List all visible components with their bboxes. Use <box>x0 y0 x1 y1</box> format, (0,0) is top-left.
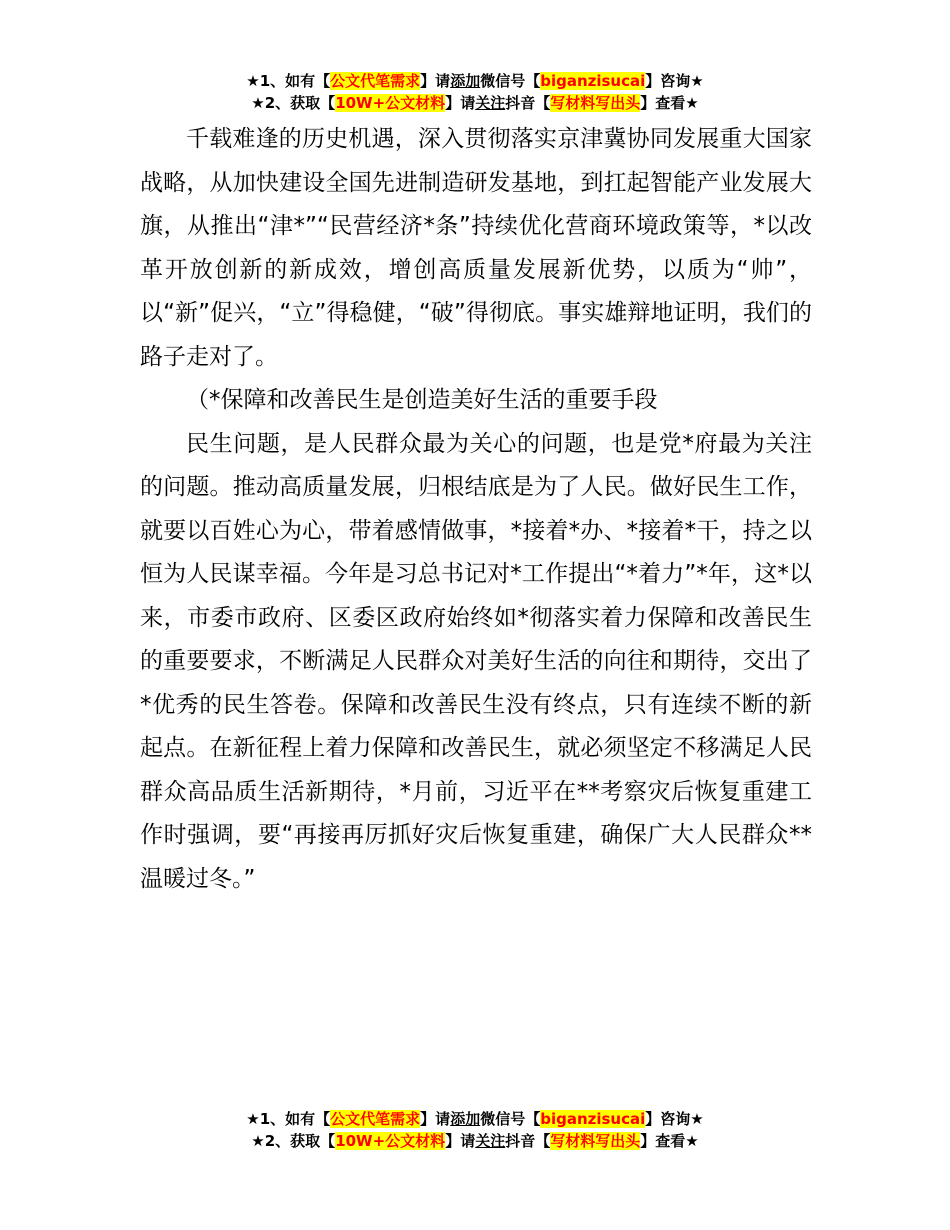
banner-highlight: 写材料写出头 <box>550 1132 641 1150</box>
banner-text: ★1、如有【 <box>246 1110 331 1128</box>
banner-underline: 关注 <box>475 1132 506 1150</box>
banner-text: 】请 <box>445 94 476 112</box>
banner-text: ★2、获取【 <box>251 1132 336 1150</box>
banner-text: 微信号【 <box>480 72 541 90</box>
footer-banner <box>0 1108 950 1152</box>
banner-text: ★2、获取【 <box>251 94 336 112</box>
banner-text: ★1、如有【 <box>246 72 331 90</box>
paragraph-1: 千载难逢的历史机遇，深入贯彻落实京津冀协同发展重大国家战略，从加快建设全国先进制造研发基地，到扛起智能产业发展大旗，从推出“津*”“民营经济*条”持续优化营商环境政策等，*以改革开放创新的新成效，增创高质量发展新优势，以质为“帅”，以“新”促兴，“立”得稳健，“破”得彻底。事实雄辩地证明，我们的路子走对了。 <box>140 126 812 370</box>
paragraph-2: 民生问题，是人民群众最为关心的问题，也是党*府最为关注的问题。推动高质量发展，归根结底是为了人民。做好民生工作，就要以百姓心为心，带着感情做事，*接着*办、*接着*干，持之以恒为人民谋幸福。今年是习总书记对*工作提出“*着力”*年，这*以来，市委市政府、区委区政府始终如*彻落实着力保障和改善民生的重要要求，不断满足人民群众对美好生活的向往和期待，交出了*优秀的民生答卷。保障和改善民生没有终点，只有连续不断的新起点。在新征程上着力保障和改善民生，就必须坚定不移满足人民群众高品质生活新期待，*月前，习近平在**考察灾后恢复重建工作时强调，要“再接再厉抓好灾后恢复重建，确保广大人民群众**温暖过冬。” <box>140 430 812 892</box>
banner-highlight: 公文代笔需求 <box>330 1110 421 1128</box>
banner-highlight: 10W+公文材料 <box>335 1132 446 1150</box>
banner-text: 】请 <box>445 1132 476 1150</box>
banner-text: 】查看★ <box>640 1132 699 1150</box>
banner-line-1 <box>0 70 950 92</box>
banner-line-1 <box>0 1108 950 1130</box>
banner-underline: 添加 <box>450 72 481 90</box>
banner-text: 】咨询★ <box>645 72 704 90</box>
banner-highlight: 公文代笔需求 <box>330 72 421 90</box>
banner-highlight: biganzisucai <box>540 72 646 90</box>
document-body <box>140 118 812 901</box>
section-heading: （*保障和改善民生是创造美好生活的重要手段 <box>186 387 658 413</box>
banner-text: 微信号【 <box>480 1110 541 1128</box>
banner-text: 】咨询★ <box>645 1110 704 1128</box>
banner-highlight: 10W+公文材料 <box>335 94 446 112</box>
banner-highlight: biganzisucai <box>540 1110 646 1128</box>
banner-text: 】请 <box>420 1110 451 1128</box>
banner-line-2 <box>0 92 950 114</box>
banner-text: 抖音【 <box>505 94 551 112</box>
banner-text: 抖音【 <box>505 1132 551 1150</box>
banner-underline: 关注 <box>475 94 506 112</box>
banner-text: 】查看★ <box>640 94 699 112</box>
banner-line-2 <box>0 1130 950 1152</box>
header-banner <box>0 70 950 114</box>
banner-text: 】请 <box>420 72 451 90</box>
banner-underline: 添加 <box>450 1110 481 1128</box>
banner-highlight: 写材料写出头 <box>550 94 641 112</box>
